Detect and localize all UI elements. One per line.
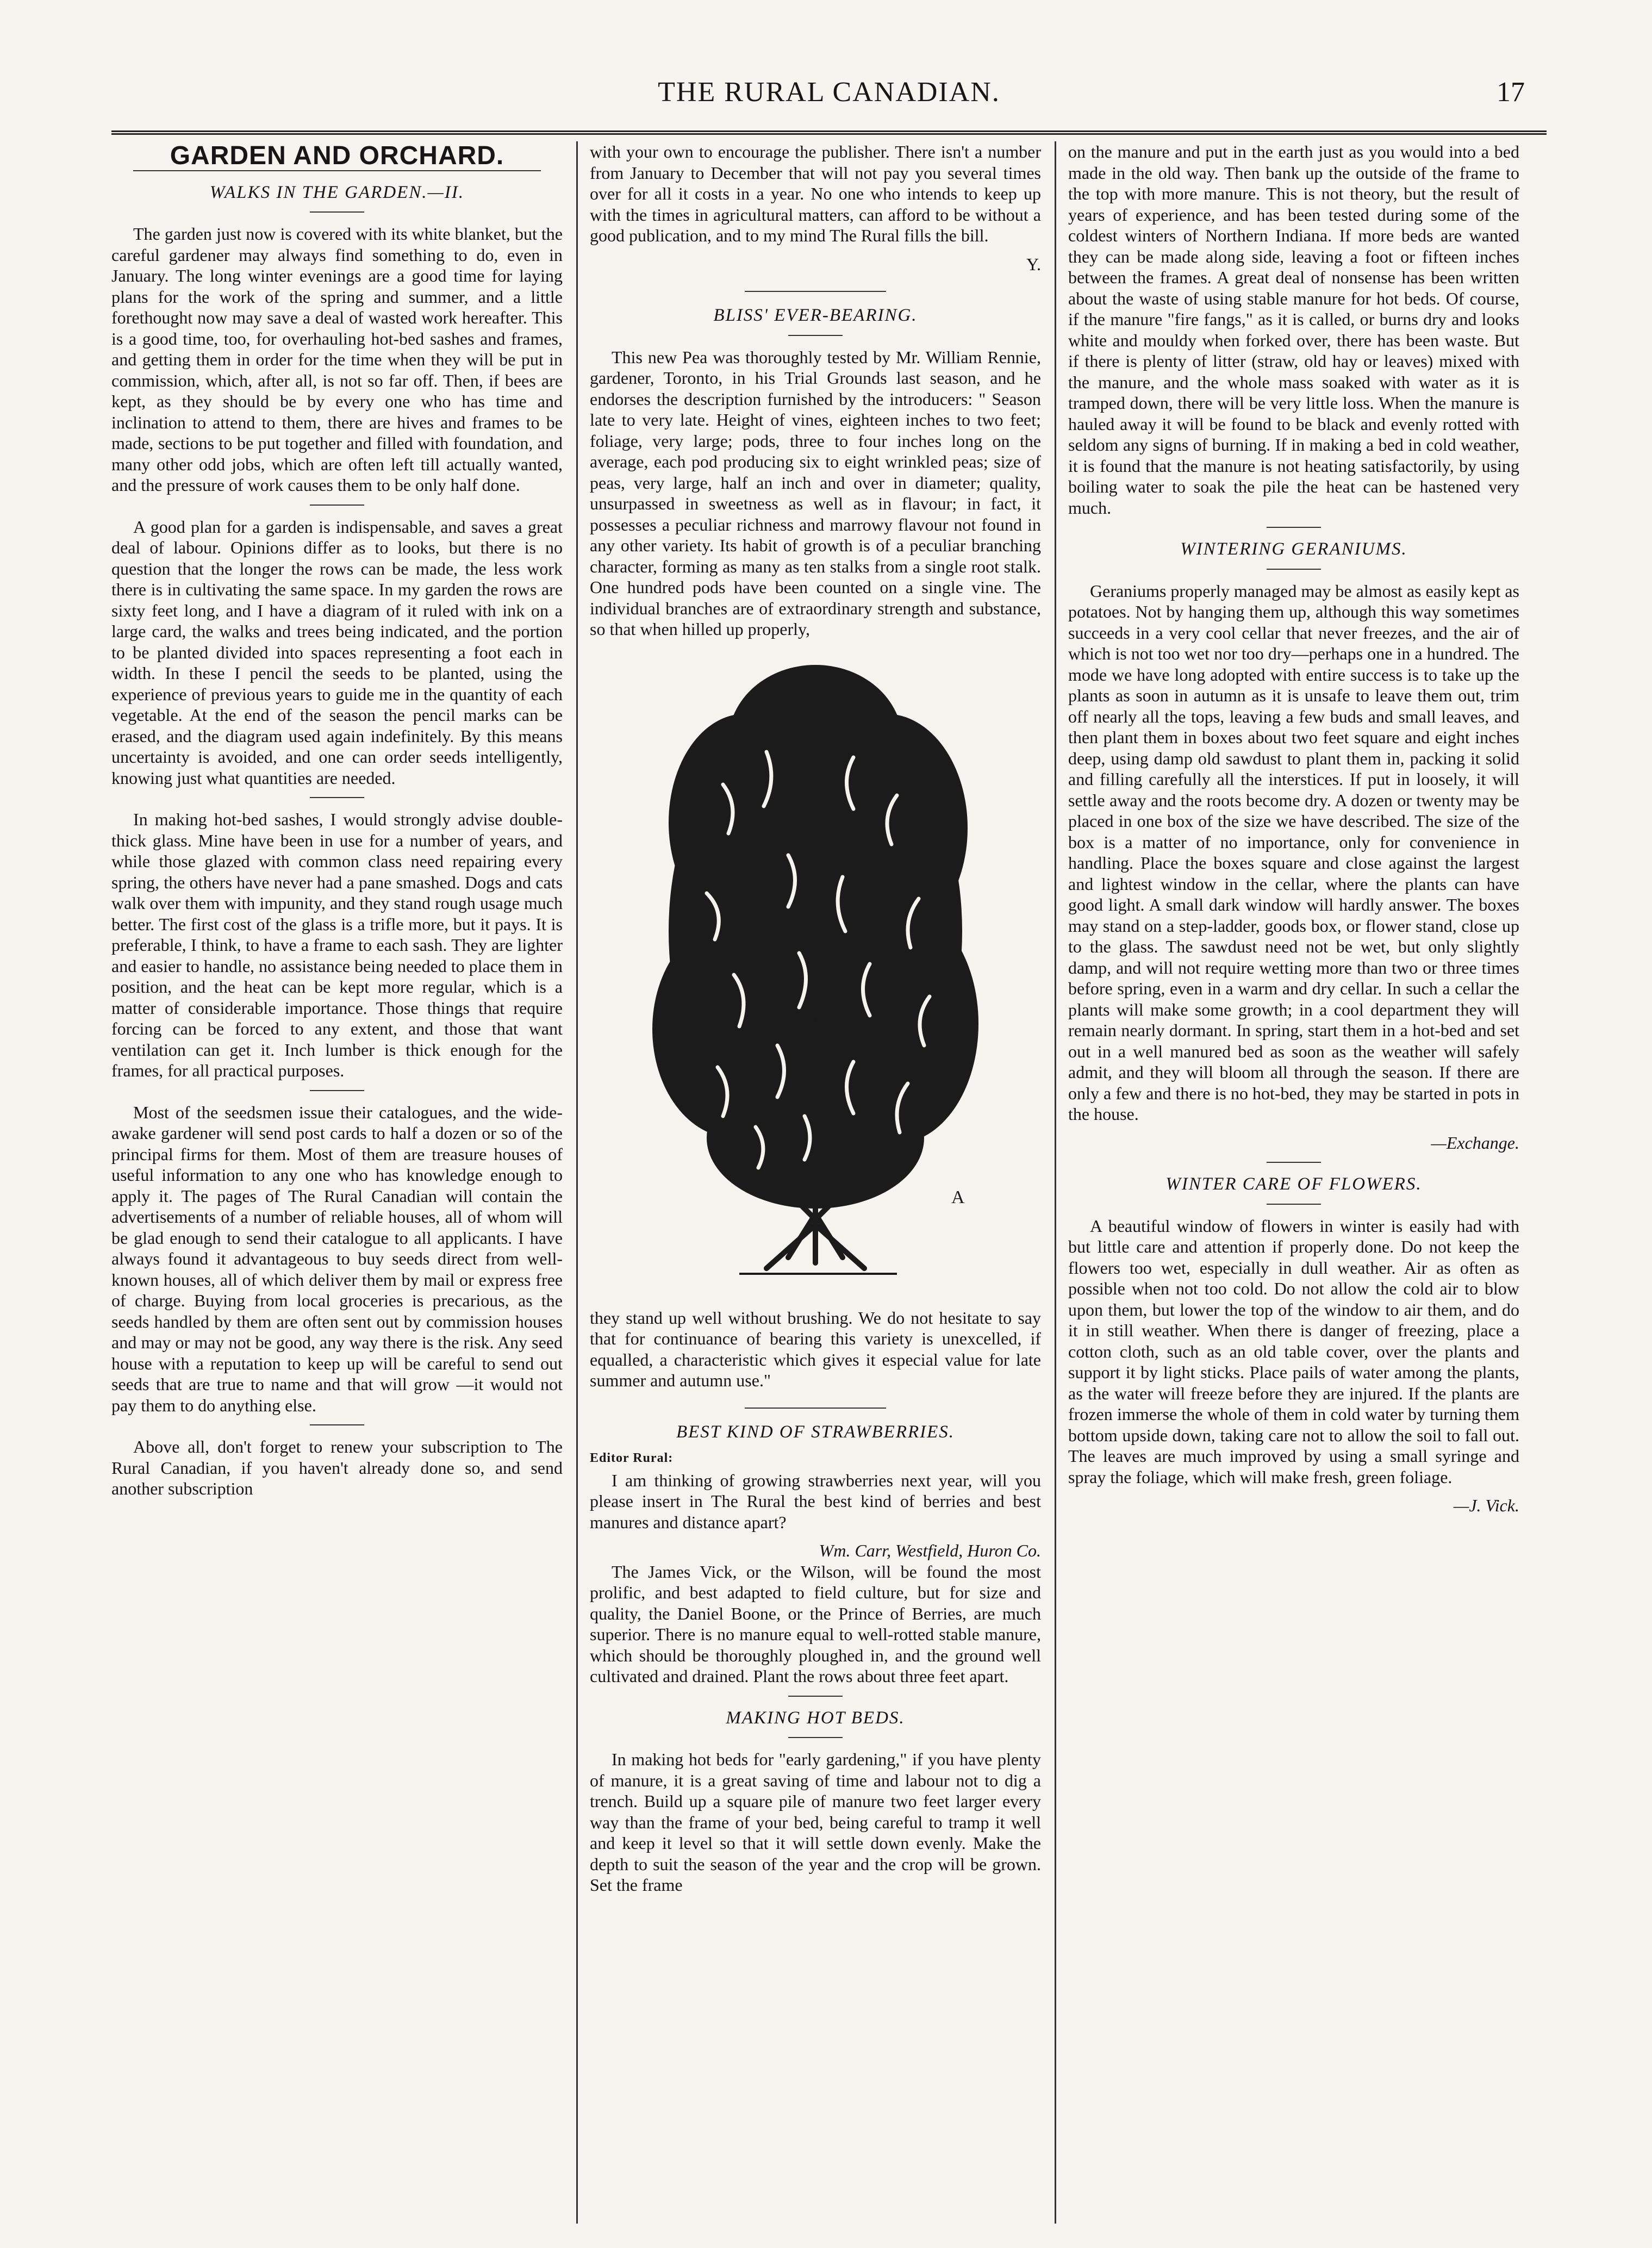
paragraph: A beautiful window of flowers in winter is easily had with but little care and attention if properly done. Do not keep the flowers too wet, especially in dull weather. Air as often as possible when not too cold. Do not allow the cold air to blow upon them, but lower the top of the window to air them, and do it in still weather. When there is danger of freezing, place a cotton cloth, such as an old table cover, over the plants and support it by light sticks. Place pails of water among the plants, as the water will freeze before they are injured. If the plants are frozen immerse the whole of them in cold water by turning them bottom upside down, taking care not to allow the soil to fall out. The leaves are much improved by using a small syringe and spray the foliage, which will make fresh, green foliage.	[1068, 1216, 1519, 1487]
separator	[310, 1424, 364, 1425]
paragraph: they stand up well without brushing. We do not hesitate to say that for continuance of bearing this variety is unexcelled, if equalled, a characteristic which gives it especial value for late summer and autumn use."	[590, 1307, 1041, 1390]
separator	[788, 335, 843, 336]
separator	[745, 291, 886, 292]
separator	[1267, 527, 1321, 528]
separator	[1267, 1162, 1321, 1163]
column-3	[1068, 141, 1519, 2224]
column-rule	[576, 141, 578, 2224]
masthead	[111, 71, 1547, 135]
letter: I am thinking of growing strawberries next year, will you please insert in The Rural the best kind of berries and best manures and distance apart?	[590, 1470, 1041, 1532]
source-credit: —Exchange.	[1431, 1132, 1519, 1153]
source-credit: —J. Vick.	[1453, 1496, 1519, 1515]
separator	[788, 1737, 843, 1738]
column-2	[590, 141, 1041, 2224]
paragraph: The James Vick, or the Wilson, will be found the most prolific, and best adapted to field culture, but for size and quality, the Daniel Boone, or the Prince of Berries, are much superior. There is no manure equal to well-rotted stable manure, which should be thoroughly ploughed in, and the ground well cultivated and drained. Plant the rows about three feet apart.	[590, 1561, 1041, 1686]
separator	[310, 797, 364, 798]
paragraph: Above all, don't forget to renew your subscription to The Rural Canadian, if you haven't already done so, and send another subscription	[111, 1437, 563, 1498]
article-title-walks: WALKS IN THE GARDEN.—II.	[209, 182, 465, 202]
paragraph: Geraniums properly managed may be almost as easily kept as potatoes. Not by hanging them up, although this way sometimes succeeds in a very cool cellar that never freezes, and the air of which is not too wet nor too dry—perhaps one in a hundred. The mode we have long adopted with entire success is to take up the plants as soon in autumn as it is unsafe to leave them out, trim off nearly all the tops, leaving a few buds and small leaves, and then plant them in boxes about two feet square and eight inches deep, using damp old sawdust to plant them in, packing it solid and filling carefully all the interstices. If put in loosely, it will settle away and the roots become dry. A dozen or twenty may be placed in one box of the size we have described. The size of the box is a matter of no importance, only for convenience in handling. Place the boxes square and close against the largest and lightest window in the cellar, where the plants can have good light. A small dark window will hardly answer. The boxes may stand on a step-ladder, goods box, or flower stand, close up to the glass. The sawdust need not be wet, but only slightly damp, and will not require wetting more than two or three times before spring, even in a warm and dry cellar. In such a cellar the plants will make some growth; in a cool department they will remain nearly dormant. In spring, start them in a hot-bed and set out in a well manured bed as soon as the weather will safely admit, and they will bloom all through the season. If there are only a few and there is no hot-bed, they may be started in pots in the house.	[1068, 581, 1519, 1124]
article-title-strawberries: BEST KIND OF STRAWBERRIES.	[676, 1422, 955, 1442]
editor-label: Editor Rural:	[590, 1451, 674, 1465]
paragraph: on the manure and put in the earth just as you would into a bed made in the old way. Then bank up the outside of the frame to the top with more manure. This is not theory, but the result of years of experience, and has been tested during some of the coldest winters of Northern Indiana. If more beds are wanted they can be made along side, leaving a foot or fifteen inches between the frames. A great deal of nonsense has been written about the waste of using stable manure for hot beds. Of course, if the manure "fire fangs," as it is called, or burns dry and looks white and mouldy when forked over, there has been waste. But if there is plenty of litter (straw, old hay or leaves) mixed with the manure, and the whole mass soaked with water as it is tramped down, there will be very little loss. When the manure is hauled away it will be found to be black and evenly rotted with seldom any signs of burning. If in making a bed in cold weather, it is found that the manure is not heating satisfactorily, by using boiling water to soak the pile the heat can be hastened very much.	[1068, 142, 1519, 518]
paragraph: In making hot beds for "early gardening," if you have plenty of manure, it is a great saving of time and labour not to dig a trench. Build up a square pile of manure two feet larger every way than the frame of your bed, being careful to tramp it well and keep it level so that it will settle down evenly. Make the depth to suit the season of the year and the crop will be grown. Set the frame	[590, 1749, 1041, 1895]
paragraph: with your own to encourage the publisher. There isn't a number from January to December that will not pay you several times over for all it costs in a year. No one who intends to keep up with the times in agricultural matters, can afford to be without a good publication, and to my mind The Rural fills the bill.	[590, 142, 1041, 245]
column-rule	[1055, 141, 1056, 2224]
letter-signature: Wm. Carr, Westfield, Huron Co.	[819, 1541, 1041, 1560]
separator	[788, 1696, 843, 1697]
column-1	[111, 141, 563, 2224]
paragraph: The garden just now is covered with its white blanket, but the careful gardener may always find something to do, even in January. The long winter evenings are a good time for laying plans for the work of the spring and summer, and a little forethought now may save a deal of wasted work hereafter. This is a good time, too, for overhauling hot-bed sashes and frames, and getting them in order for the time when they will be put in commission, which, after all, is not so far off. Then, if bees are kept, as they should be by every one who has time and inclination to attend to them, there are hives and frames to be made, sections to be put together and filled with foundation, and many other odd jobs, which are often left till actually wanted, and the pressure of work causes them to be only half done.	[111, 224, 563, 495]
separator	[310, 505, 364, 506]
article-title-flowers: WINTER CARE OF FLOWERS.	[1165, 1174, 1422, 1194]
separator	[1267, 569, 1321, 570]
paragraph: Most of the seedsmen issue their catalogues, and the wide-awake gardener will send post cards to half a dozen or so of the principal firms for them. Most of them are treasure houses of useful information to any one who has knowledge enough to apply it. The pages of The Rural Canadian will contain the advertisements of a number of reliable houses, all of whom will be glad enough to send their catalogue to all applicants. I have always found it advantageous to buy seeds direct from well-known houses, all of which deliver them by mail or express free of charge. Buying from local groceries is precarious, as the seeds handled by them are often sent out by commission houses and may or may not be good, any way there is the risk. Any seed house with a reputation to keep up will be careful to send out seeds that are true to name and that will grow —it would not pay them to do anything else.	[111, 1102, 563, 1415]
paragraph: In making hot-bed sashes, I would strongly advise double-thick glass. Mine have been in use for a number of years, and while those glazed with common class need repairing every spring, the others have never had a pane smashed. Dogs and cats walk over them with impunity, and they stand rough usage much better. The first cost of the glass is a trifle more, but it pays. It is preferable, I think, to have a frame to each sash. They are lighter and easier to handle, no assistance being needed to place them in position, and the heat can be kept more regular, which is a matter of considerable importance. Those things that require forcing can be forced to any extent, and those that want ventilation can get it. Inch lumber is thick enough for the frames, for all practical purposes.	[111, 809, 563, 1080]
separator	[310, 1090, 364, 1091]
page-number: 17	[1497, 77, 1525, 108]
article-title-geraniums: WINTERING GERANIUMS.	[1180, 539, 1407, 559]
separator	[745, 1408, 886, 1409]
figure-letter: A	[951, 1187, 965, 1207]
section-title: GARDEN AND ORCHARD.	[170, 141, 504, 170]
separator	[310, 211, 364, 213]
newspaper-page	[111, 33, 1547, 2229]
publication-title: THE RURAL CANADIAN.	[658, 77, 1000, 108]
article-title-bliss: BLISS' EVER-BEARING.	[713, 306, 918, 325]
article-title-hotbeds: MAKING HOT BEDS.	[726, 1708, 905, 1728]
paragraph: This new Pea was thoroughly tested by Mr. William Rennie, gardener, Toronto, in his Trial Grounds last season, and he endorses the description furnished by the introducers: " Season late to very late. Height of vines, eighteen inches to two feet; foliage, very large; pods, three to four inches long on the average, each pod producing six to eight wrinkled peas; size of peas, very large, half an inch and over in diameter; quality, unsurpassed in sweetness as well as in flavour; in fact, it possesses a peculiar richness and marrowy flavour not found in any other variety. Its habit of growth is of a peculiar branching character, forming as many as ten stalks from a single root stalk. One hundred pods have been counted on a single vine. The individual branches are of extraordinary strength and substance, so that when hilled up properly,	[590, 347, 1041, 639]
separator	[1267, 1204, 1321, 1205]
signature: Y.	[1026, 254, 1041, 274]
pea-plant-illustration	[625, 649, 1006, 1296]
paragraph: A good plan for a garden is indispensable, and saves a great deal of labour. Opinions differ as to looks, but there is no question that the longer the rows can be made, the less work there is in cultivating the same space. In my garden the rows are sixty feet long, and I have a diagram of it ruled with ink on a large card, the walks and trees being indicated, and the portion to be planted divided into spaces representing a foot each in width. In these I pencil the seeds to be planted, using the experience of previous years to guide me in the quantity of each vegetable. At the end of the season the pencil marks can be erased, and the diagram used again indefinitely. By this means uncertainty is avoided, and one can order seeds intelligently, knowing just what quantities are needed.	[111, 516, 563, 788]
